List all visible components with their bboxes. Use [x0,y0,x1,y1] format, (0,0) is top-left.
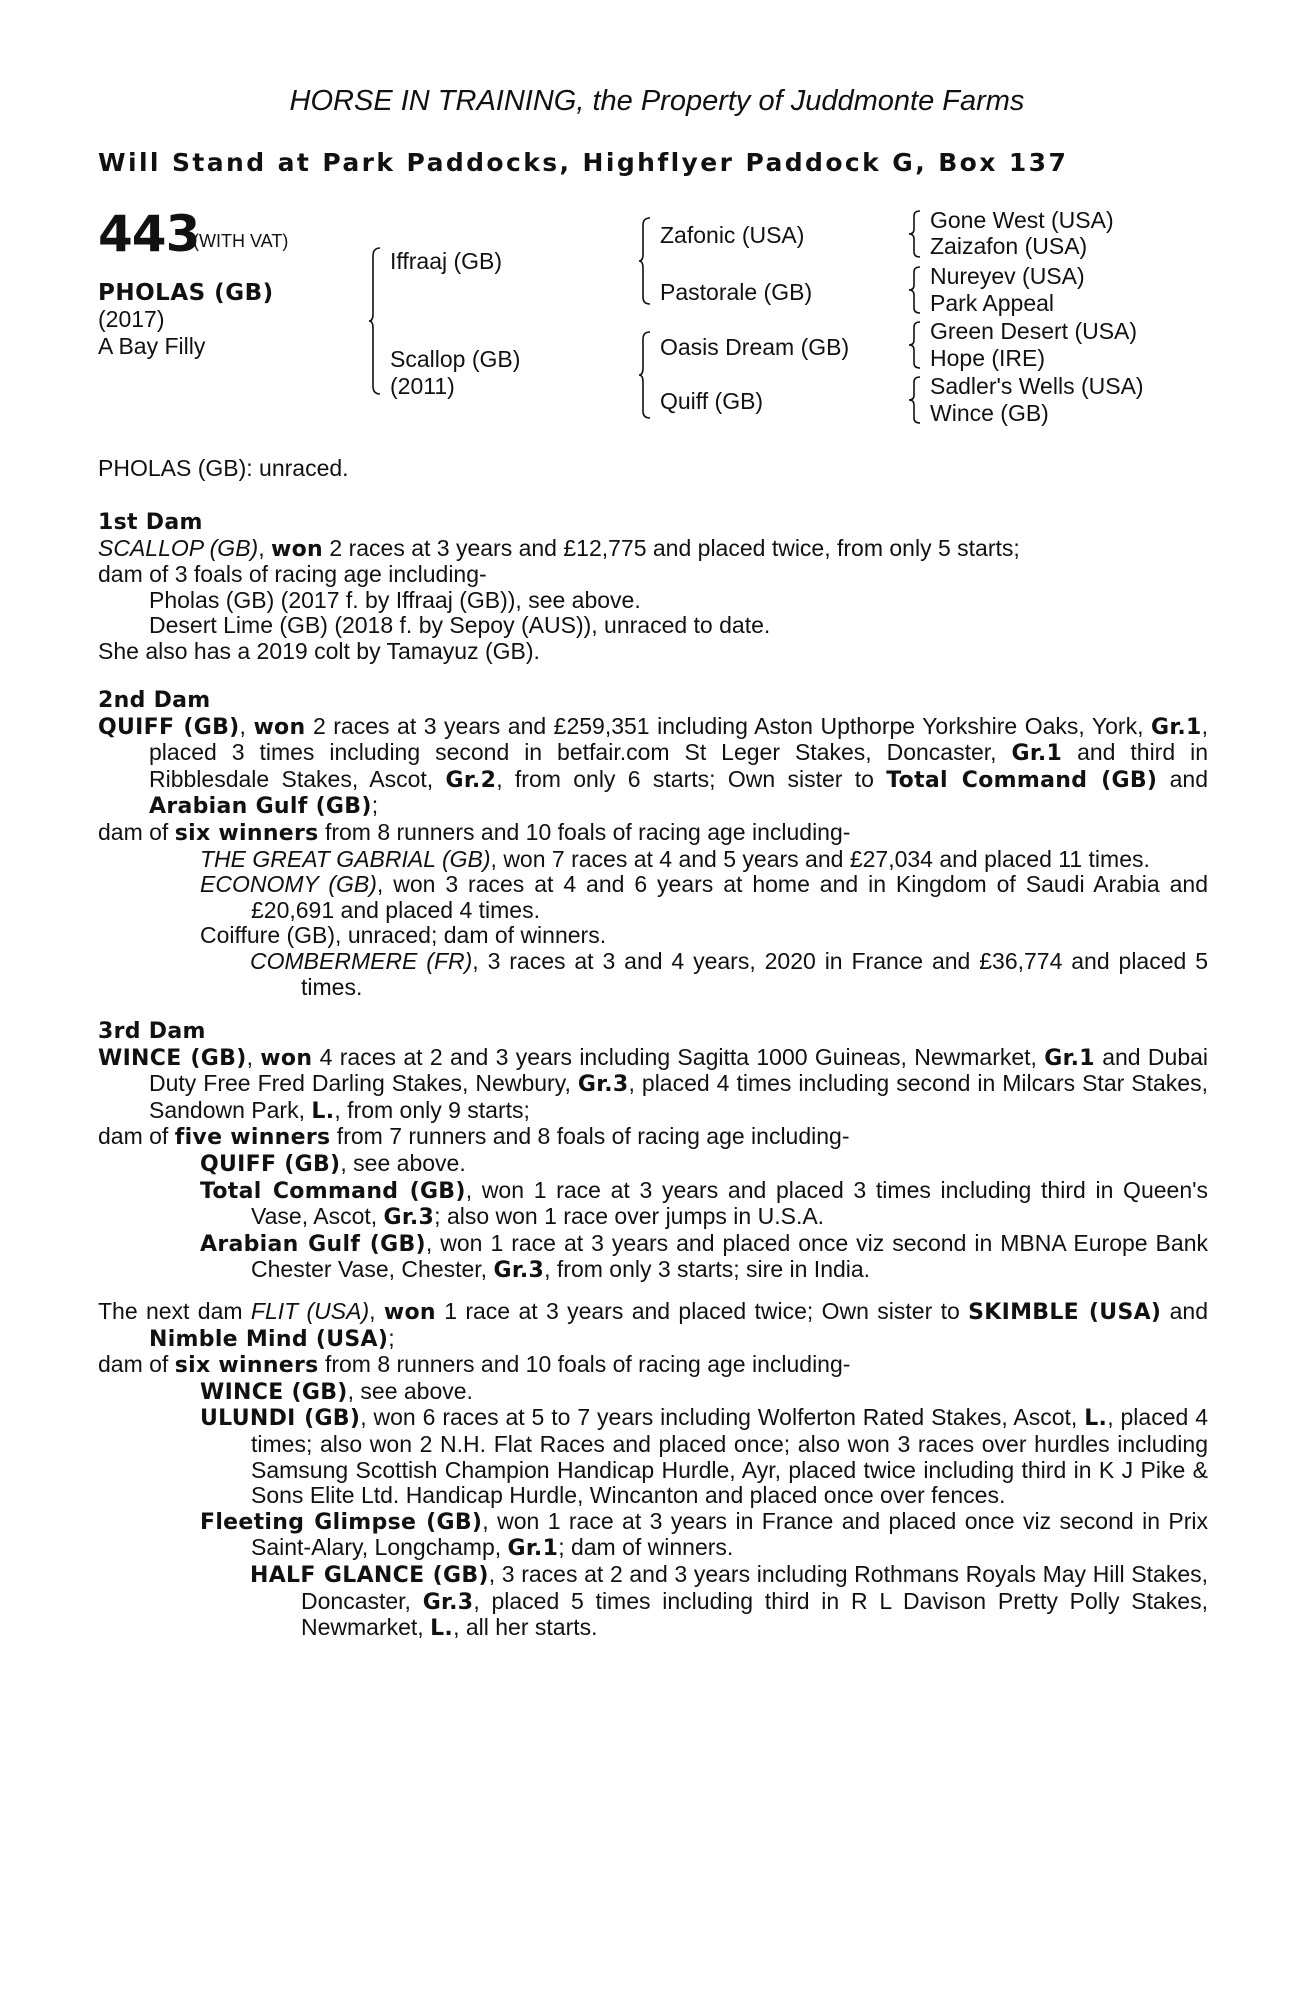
unraced-note: PHOLAS (GB): unraced. [98,455,349,481]
first-dam-produce: dam of 3 foals of racing age including- [98,561,487,588]
pedigree-dam-dam: Quiff (GB) [660,388,764,414]
next-dam-produce: dam of six winners from 8 runners and 10 foals of racing age including- [98,1351,851,1379]
next-dam-record: The next dam FLIT (USA), won 1 race at 3 years and placed twice; Own sister to SKIMBLE (USA) and Nimble Mind (USA); [98,1298,1209,1352]
pedigree-dam-year: (2011) [390,373,455,399]
second-dam-offspring-1: THE GREAT GABRIAL (GB), won 7 races at 4 and 5 years and £27,034 and placed 11 times. [200,845,1150,872]
second-dam-offspring-3: Coiffure (GB), unraced; dam of winners. [200,922,607,949]
stand-location: Will Stand at Park Paddocks, Highflyer Paddock G, Box 137 [98,148,1069,177]
second-dam-record: QUIFF (GB), won 2 races at 3 years and £259,351 including Aston Upthorpe Yorkshire Oaks, York, Gr.1, placed 3 times including second in betfair.com St Leger Stakes, Doncaster, Gr.1 and third in Ribblesdale Stakes, Ascot, Gr.2, from only 6 starts; Own sister to Total Command (GB) and Arabian Gulf (GB); [98,712,1209,820]
second-dam-offspring-2: ECONOMY (GB), won 3 races at 4 and 6 years at home and in Kingdom of Saudi Arabia and £20,691 and placed 4 times. [200,871,1208,923]
first-dam-foal-2: Desert Lime (GB) (2018 f. by Sepoy (AUS)), unraced to date. [149,612,771,639]
first-dam-heading: 1st Dam [98,510,203,535]
pedigree-dam-sire: Oasis Dream (GB) [660,334,850,360]
vat-label: (WITH VAT) [193,231,289,251]
pedigree-g2: Zaizafon (USA) [930,233,1088,259]
third-dam-offspring-1: QUIFF (GB), see above. [200,1149,466,1177]
second-dam-offspring-4: COMBERMERE (FR), 3 races at 3 and 4 years, 2020 in France and £36,774 and placed 5 times. [250,947,1208,1000]
pedigree-g4: Park Appeal [930,290,1055,316]
pedigree-brace-7 [908,375,922,425]
next-dam-offspring-1: WINCE (GB), see above. [200,1377,473,1405]
pedigree-brace-2 [638,216,652,306]
pedigree-brace-1 [368,246,382,396]
pedigree-brace-3 [638,330,652,420]
next-dam-offspring-2: ULUNDI (GB), won 6 races at 5 to 7 years including Wolferton Rated Stakes, Ascot, L., placed 4 times; also won 2 N.H. Flat Races and placed once; also won 3 races over hurdles including Samsung Scottish Champion Handicap Hurdle, Ayr, placed twice including third in K J Pike & Sons Elite Ltd. Handicap Hurdle, Wincanton and placed once over fences. [200,1404,1208,1509]
pedigree-g8: Wince (GB) [930,400,1049,426]
pedigree-g6: Hope (IRE) [930,345,1046,371]
first-dam-section [98,510,1208,665]
third-dam-offspring-2: Total Command (GB), won 1 race at 3 years and placed 3 times including third in Queen's Vase, Ascot, Gr.3; also won 1 race over jumps in U.S.A. [200,1176,1208,1231]
third-dam-offspring-3: Arabian Gulf (GB), won 1 race at 3 years and placed once viz second in MBNA Europe Bank Chester Vase, Chester, Gr.3, from only 3 starts; sire in India. [200,1229,1208,1284]
third-dam-record: WINCE (GB), won 4 races at 2 and 3 years including Sagitta 1000 Guineas, Newmarket, Gr.1 and Dubai Duty Free Fred Darling Stakes, Newbury, Gr.3, placed 4 times including second in Milcars Star Stakes, Sandown Park, L., from only 9 starts; [98,1043,1209,1124]
third-dam-produce: dam of five winners from 7 runners and 8 foals of racing age including- [98,1123,850,1151]
next-dam-offspring-3: Fleeting Glimpse (GB), won 1 race at 3 years in France and placed once viz second in Prix Saint-Alary, Longchamp, Gr.1; dam of winners. [200,1507,1208,1562]
third-dam-section [98,1019,1208,1284]
second-dam-section [98,688,1208,1000]
pedigree-sire: Iffraaj (GB) [390,248,503,274]
lot-number: 443 [98,205,200,263]
pedigree-sire-sire: Zafonic (USA) [660,222,805,248]
first-dam-note: She also has a 2019 colt by Tamayuz (GB). [98,637,540,664]
first-dam-record: SCALLOP (GB), won 2 races at 3 years and £12,775 and placed twice, from only 5 starts; [98,534,1020,562]
page-title: HORSE IN TRAINING, the Property of Juddmonte Farms [289,85,1025,117]
pedigree-dam: Scallop (GB) [390,346,521,372]
first-dam-foal-1: Pholas (GB) (2017 f. by Iffraaj (GB)), see above. [149,586,641,613]
pedigree-g5: Green Desert (USA) [930,318,1138,344]
next-dam-grand-offspring: HALF GLANCE (GB), 3 races at 2 and 3 years including Rothmans Royals May Hill Stakes, Doncaster, Gr.3, placed 5 times including third in R L Davison Pretty Polly Stakes, Newmarket, L., all her starts. [250,1560,1208,1642]
horse-description: A Bay Filly [98,333,206,359]
pedigree-brace-5 [908,265,922,315]
pedigree-g7: Sadler's Wells (USA) [930,373,1144,399]
pedigree-sire-dam: Pastorale (GB) [660,279,813,305]
horse-year: (2017) [98,306,165,332]
next-dam-section [98,1299,1208,1642]
second-dam-heading: 2nd Dam [98,688,211,713]
pedigree-g3: Nureyev (USA) [930,263,1085,289]
pedigree-brace-6 [908,320,922,370]
pedigree-g1: Gone West (USA) [930,207,1114,233]
third-dam-heading: 3rd Dam [98,1019,206,1044]
second-dam-produce: dam of six winners from 8 runners and 10 foals of racing age including- [98,818,851,846]
horse-name: PHOLAS (GB) [98,280,274,306]
pedigree-brace-4 [908,209,922,259]
